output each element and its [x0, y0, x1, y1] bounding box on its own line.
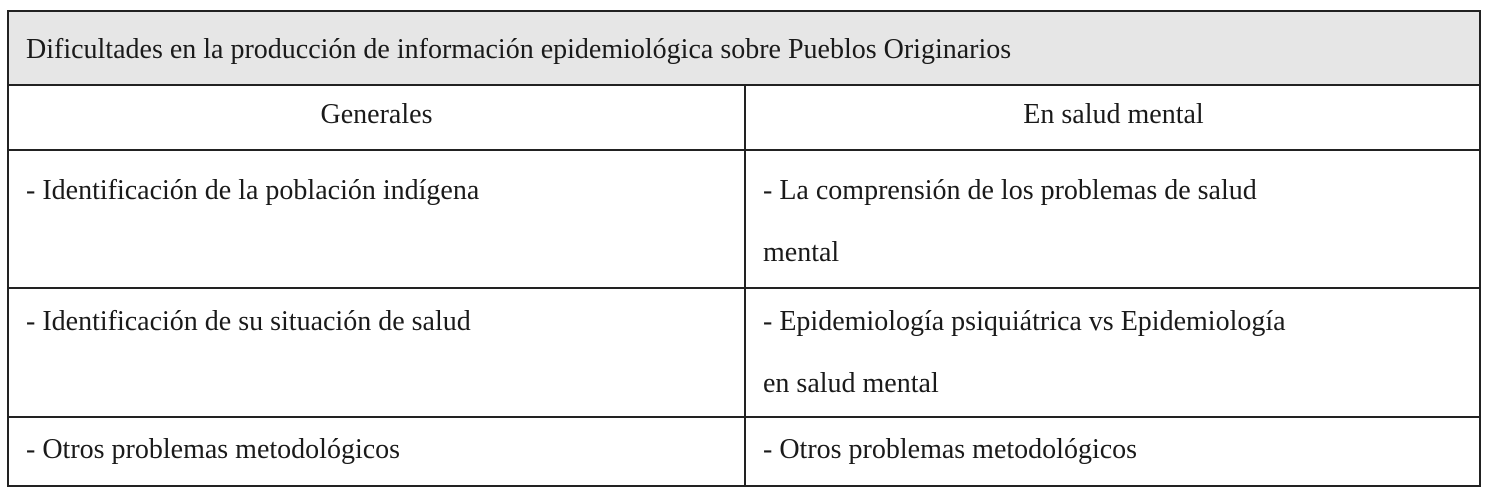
header-generales: Generales	[320, 99, 433, 130]
row2-mental-cell-line1: - Epidemiología psiquiátrica vs Epidemiología	[763, 306, 1286, 337]
table-title-row	[9, 12, 1479, 86]
row2-mental-cell-line2: en salud mental	[763, 368, 939, 399]
column-divider	[744, 86, 746, 487]
row1-general-cell: - Identificación de la población indígena	[26, 175, 480, 206]
row3-general-cell: - Otros problemas metodológicos	[26, 434, 401, 465]
row3-mental-cell: - Otros problemas metodológicos	[763, 434, 1138, 465]
table-title: Dificultades en la producción de información epidemiológica sobre Pueblos Originarios	[26, 34, 1012, 65]
info-table	[7, 10, 1481, 487]
row1-mental-cell-line1: - La comprensión de los problemas de salud	[763, 175, 1257, 206]
header-salud-mental: En salud mental	[1023, 99, 1204, 130]
row2-general-cell: - Identificación de su situación de salud	[26, 306, 471, 337]
row1-mental-cell-line2: mental	[763, 237, 840, 268]
